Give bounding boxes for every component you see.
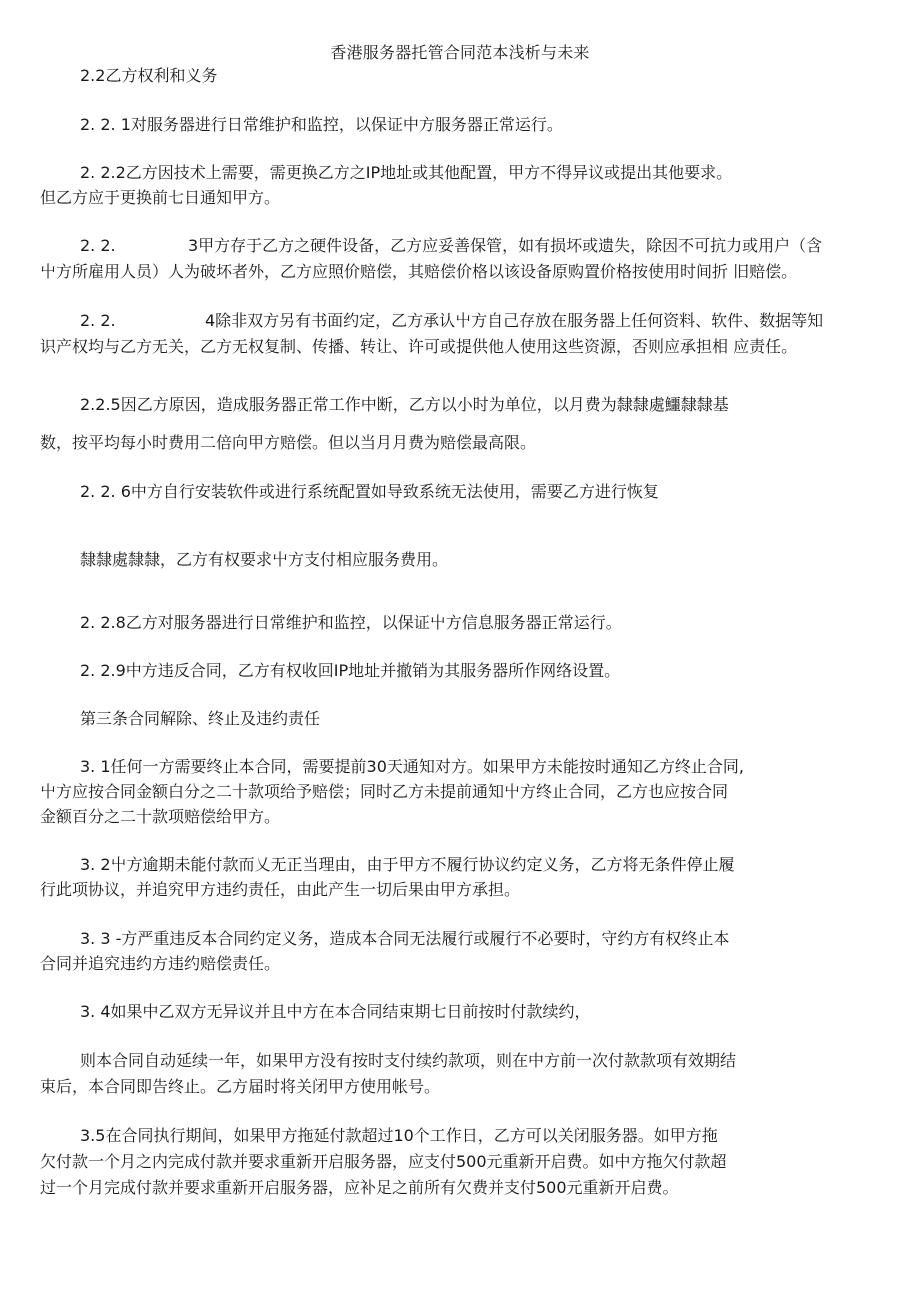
clause-3-2-line2: 行此项协议，并追究甲方违约责任，由此产生一切后果由甲方承担。 xyxy=(40,880,521,899)
clause-3-3-line1: 3. 3 -方严重违反本合同约定义务，造成本合同无法履行或履行不必要时，守约方有权终止本 xyxy=(80,929,730,948)
clause-3-1-line2: 屮方应按合同金额白分之二十款项给予赔偿；同时乙方未提前通知屮方终止合同，乙方也应按合同 xyxy=(40,782,729,801)
clause-2-2-5-line1: 2.2.5因乙方原因，造成服务器正常工作中断，乙方以小时为单位，以月费为隸隸處鱷隸隸基 xyxy=(80,395,729,414)
clause-3-5-line3: 过一个月完成付款并要求重新开启服务器，应补足之前所有欠费并支付500元重新开启费。 xyxy=(40,1178,679,1197)
clause-2-2-5-line2: 数，按平均每小时费用二倍向甲方赔偿。但以当月月费为赔偿最高限。 xyxy=(40,433,537,452)
clause-3-5-line1: 3.5在合同执行期间，如果甲方拖延付款超过10个工作日，乙方可以关闭服务器。如甲方拖 xyxy=(80,1126,718,1145)
clause-3-1-line3: 金额百分之二十款项赔偿给甲方。 xyxy=(40,807,281,826)
clause-2-2-6-line1: 2. 2. 6中方自行安装软件或进行系统配置如导致系统无法使用，需要乙方进行恢复 xyxy=(80,482,659,501)
clause-3-4-line2: 则本合同自动延续一年，如果甲方没有按时支付续约款项，则在中方前一次付款款项有效期结 xyxy=(80,1051,737,1070)
section-heading-2-2: 2.2乙方权利和义务 xyxy=(80,66,218,85)
clause-2-2-4-line2: 识产权均与乙方无关，乙方无权复制、传播、转让、许可或提供他人使用这些资源，否则应承担相 应责任。 xyxy=(40,337,798,356)
clause-3-4-line3: 束后，本合同即告终止。乙方届时将关闭甲方使用帐号。 xyxy=(40,1077,441,1096)
clause-3-1-line1: 3. 1任何一方需要终止本合同，需要提前30天通知对方。如果甲方未能按时通知乙方终止合同, xyxy=(80,757,744,776)
clause-2-2-2-line1: 2. 2.2乙方因技术上需要，需更换乙方之IP地址或其他配置，甲方不得异议或提出其他要求。 xyxy=(80,163,733,182)
clause-3-3-line2: 合同并追究违约方违约赔偿责任。 xyxy=(40,954,281,973)
clause-3-5-line2: 欠付款一个月之内完成付款并要求重新开启服务器，应支付500元重新开启费。如中方拖欠付款超 xyxy=(40,1152,727,1171)
document-title: 香港服务器托管合同范本浅析与未来 xyxy=(330,43,590,62)
clause-3-2-line1: 3. 2屮方逾期未能付款而乂无正当理由，由于甲方不履行协议约定义务，乙方将无条件停止履 xyxy=(80,855,735,874)
clause-2-2-3-line1: 3甲方存于乙方之硬件设备，乙方应妥善保管，如有损坏或遗失，除因不可抗力或用户（含 xyxy=(188,236,823,255)
section-heading-3: 第三条合同解除、终止及违约责任 xyxy=(80,709,321,728)
clause-2-2-8: 2. 2.8乙方对服务器进行日常维护和监控，以保证屮方信息服务器正常运行。 xyxy=(80,613,622,632)
clause-2-2-6-line2: 隸隸處隸隸，乙方有权要求屮方支付相应服务费用。 xyxy=(80,550,449,569)
clause-2-2-4-number: 2. 2. xyxy=(80,311,116,330)
clause-2-2-1: 2. 2. 1对服务器进行日常维护和监控，以保证中方服务器正常运行。 xyxy=(80,115,563,134)
clause-2-2-2-line2: 但乙方应于更换前七日通知甲方。 xyxy=(40,188,281,207)
clause-2-2-9: 2. 2.9中方违反合同，乙方有权收回IP地址并撤销为其服务器所作网络设置。 xyxy=(80,661,621,680)
clause-2-2-3-line2: 屮方所雇用人员）人为破坏者外，乙方应照价赔偿，其赔偿价格以该设备原购置价格按使用时间折 旧赔偿。 xyxy=(40,262,798,281)
clause-2-2-3-number: 2. 2. xyxy=(80,236,116,255)
clause-3-4-line1: 3. 4如果中乙双方无异议并且中方在本合同结束期七日前按时付款续约， xyxy=(80,1002,591,1021)
clause-2-2-4-line1: 4除非双方另有书面约定，乙方承认屮方自己存放在服务器上任何资料、软件、数据等知 xyxy=(205,311,824,330)
